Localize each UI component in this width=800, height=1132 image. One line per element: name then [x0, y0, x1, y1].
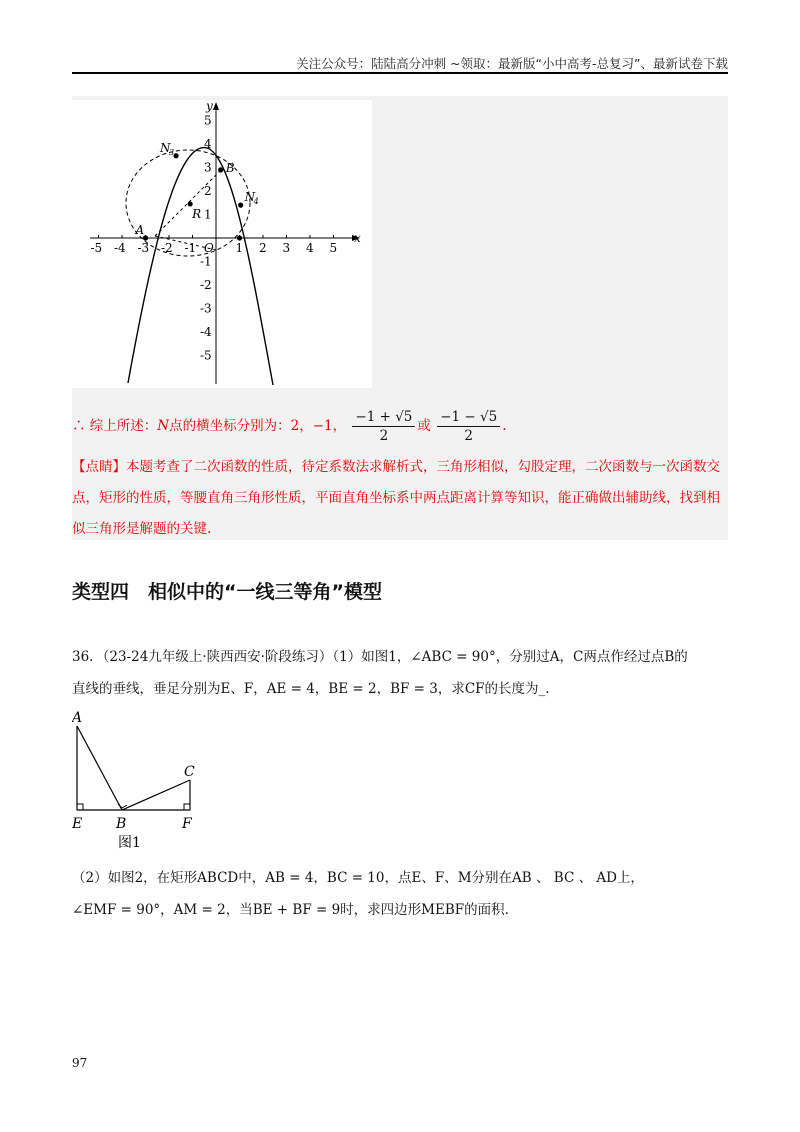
header-rule — [72, 72, 728, 74]
fraction-1 — [352, 408, 415, 445]
y-tick-label: -4 — [200, 325, 212, 339]
point-n4-dot — [238, 203, 243, 208]
x-tick-label: -1 — [184, 241, 197, 255]
x-axis-label: x — [354, 231, 361, 245]
x-tick-label: -4 — [114, 241, 126, 255]
fig1-label-b: B — [116, 816, 127, 832]
q36-line2: 直线的垂线，垂足分别为E、F，AE = 4，BE = 2，BF = 3，求CF的长度为_. — [72, 681, 550, 697]
y-tick-label: -1 — [200, 254, 212, 269]
x-tick-label: 5 — [329, 241, 338, 255]
remark-text: 本题考查了二次函数的性质，待定系数法求解析式，三角形相似，勾股定理，二次函数与一次函数交点，矩形的性质，等腰直角三角形性质，平面直角坐标系中两点距离计算等知识，能正确做出辅助线，找到相似三角形是解题的关键. — [72, 459, 720, 537]
q36-part2-line1: （2）如图2，在矩形ABCD中，AB = 4，BC = 10，点E、F、M分别在AB 、 BC 、 AD上， — [72, 870, 644, 886]
y-tick-label: -3 — [200, 301, 212, 316]
point-n3-subscript: 3 — [169, 147, 175, 157]
figure-1-svg — [72, 708, 212, 853]
fig1-label-c: C — [184, 764, 195, 780]
q36-line1: 36．（23-24九年级上·陕西西安·阶段练习）（1）如图1，∠ABC = 90°，分别过A，C两点作经过点B的 — [72, 649, 688, 665]
conclusion-line — [72, 408, 507, 445]
remark-paragraph — [72, 452, 728, 545]
x-tick-label: -2 — [161, 241, 173, 255]
point-n3-label: N — [160, 140, 171, 155]
graph-svg — [72, 100, 372, 388]
fig1-caption: 图1 — [118, 835, 141, 851]
point-n4-label: N — [244, 190, 256, 205]
y-tick-label: 3 — [204, 160, 212, 175]
conclusion-text: 点的横坐标分别为：2，−1， — [169, 418, 347, 434]
fraction-1-denominator: 2 — [379, 428, 389, 444]
x-tick-label: -3 — [137, 241, 150, 255]
fig1-label-a: A — [72, 710, 83, 726]
section-title: 类型四 相似中的“一线三等角”模型 — [72, 581, 382, 603]
point-n: N — [157, 418, 170, 434]
y-tick-label: 5 — [204, 113, 212, 128]
point-n4-subscript: 4 — [253, 197, 259, 207]
q36-part2-line2: ∠EMF = 90°，AM = 2，当BE + BF = 9时，求四边形MEBF的面积. — [72, 902, 509, 918]
page-header: 关注公众号：陆陆高分冲刺 ~领取：最新版“小中高考-总复习”、最新试卷下载 — [296, 56, 728, 71]
point-b-dot — [218, 167, 223, 172]
y-axis-label: y — [206, 100, 213, 113]
x-tick-label: 1 — [235, 241, 244, 255]
remark-tag: 【点睛】 — [72, 459, 126, 475]
fraction-1-numerator: −1 + √5 — [352, 408, 415, 427]
x-tick-label: 3 — [282, 241, 291, 255]
coordinate-graph — [72, 100, 372, 388]
fraction-2-numerator: −1 − √5 — [437, 408, 500, 427]
origin-label: O — [204, 241, 214, 255]
conclusion-end: . — [502, 418, 507, 434]
x-intercept-dot — [237, 235, 242, 240]
point-r-dot — [188, 201, 193, 206]
fig1-label-f: F — [182, 816, 192, 832]
point-r-label: R — [192, 206, 202, 221]
conclusion-or: 或 — [417, 418, 431, 434]
x-tick-label: 2 — [259, 241, 267, 255]
conclusion-prefix: ∴ 综上所述： — [72, 418, 158, 434]
x-tick-label: 4 — [306, 241, 314, 255]
point-n3-dot — [173, 153, 178, 158]
point-b-label: B — [225, 160, 235, 175]
figure-1 — [72, 708, 212, 853]
point-a-label: A — [135, 223, 145, 237]
y-tick-label: 1 — [204, 207, 212, 222]
y-tick-label: 4 — [204, 137, 212, 151]
x-tick-label: -5 — [90, 241, 103, 255]
fraction-2-denominator: 2 — [464, 428, 473, 444]
y-tick-label: -2 — [200, 278, 212, 292]
page-number: 97 — [72, 1056, 88, 1070]
fig1-label-e: E — [72, 816, 83, 832]
y-tick-label: -5 — [200, 348, 212, 363]
y-tick-label: 2 — [204, 184, 212, 198]
fraction-2 — [437, 408, 500, 445]
